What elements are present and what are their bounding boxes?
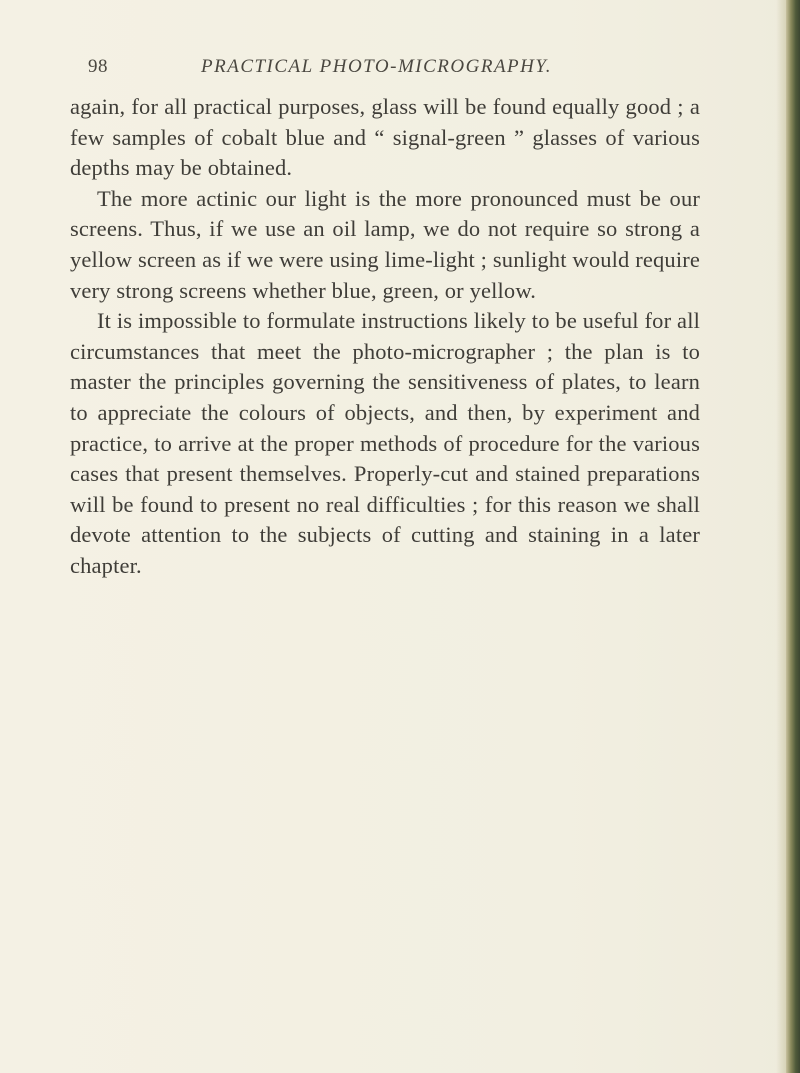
body-text xyxy=(70,92,700,582)
paragraph-3: It is impossible to formulate instructions likely to be useful for all circumstances that meet the photo-micrographer ; the plan is to master the principles governing the sensitiveness of plates, to learn to appreciate the colours of objects, and then, by experiment and practice, to arrive at the proper methods of procedure for the various cases that present themselves. Properly-cut and stained preparations will be found to present no real difficulties ; for this reason we shall devote attention to the subjects of cutting and staining in a later chapter. xyxy=(70,308,700,578)
running-header xyxy=(88,52,708,82)
paragraph-1: again, for all practical purposes, glass will be found equally good ; a few samples of cobalt blue and “ signal-green ” glasses of various depths may be obtained. xyxy=(70,94,700,181)
page-edge-stain xyxy=(786,0,800,1073)
page-number: 98 xyxy=(88,56,108,77)
running-title: PRACTICAL PHOTO-MICROGRAPHY. xyxy=(201,56,552,77)
paragraph-2: The more actinic our light is the more pronounced must be our screens. Thus, if we use an oil lamp, we do not require so strong a yellow screen as if we were using lime-light ; sunlight would require very strong screens whether blue, green, or yellow. xyxy=(70,185,700,303)
